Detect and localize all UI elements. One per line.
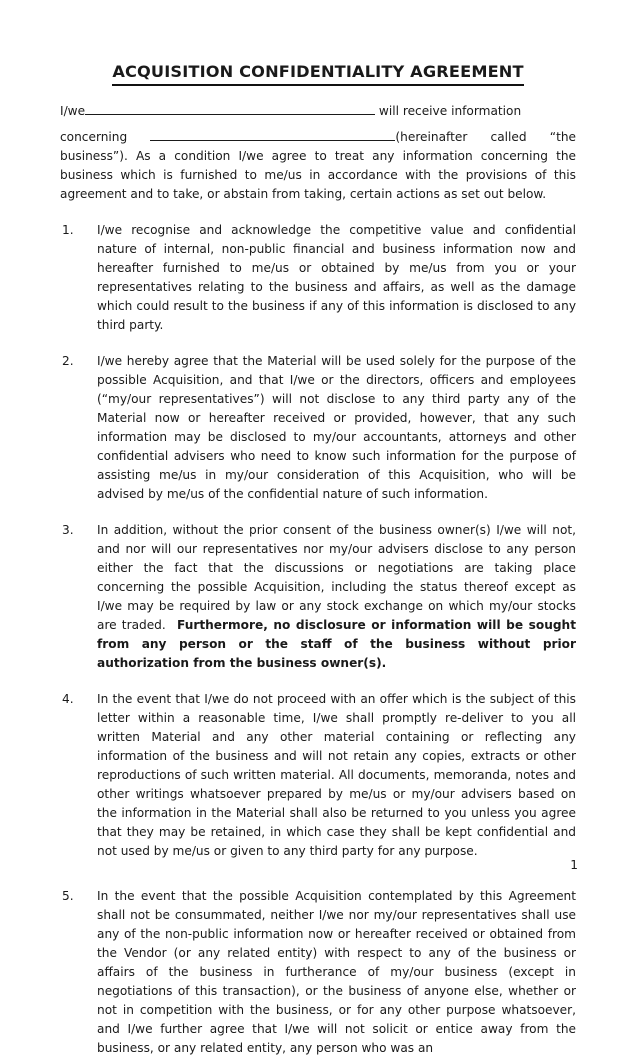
clause-2-text: I/we hereby agree that the Material will be used solely for the purpose of the possible Acquisition, and that I/we or the directors, officers and employees (“my/our representatives”) will not disclose to any third party any of the Material now or hereafter received or provided, however, that any such information may be disclosed to my/our accountants, attorneys and other confidential advisers who need to know such information for the purpose of assisting me/us in my/our consideration of this Acquisition, who will be advised by me/us of the confidential nature of such information. <box>97 354 576 502</box>
clause-3-text: In addition, without the prior consent of the business owner(s) I/we will not, and nor will our representatives nor my/our advisers disclose to any person either the fact that the discussions or negotiations are taking place concerning the possible Acquisition, including the status thereof except as I/we may be required by law or any stock exchange on which my/our stocks are traded. <box>97 523 576 633</box>
clause-3-body <box>97 521 576 673</box>
clause-2 <box>60 352 576 504</box>
intro-lead-tail: will receive information <box>375 104 522 119</box>
intro-fill-line-1 <box>60 102 576 121</box>
page-title-text: ACQUISITION CONFIDENTIALITY AGREEMENT <box>112 62 523 86</box>
clause-5-text: In the event that the possible Acquisition contemplated by this Agreement shall not be consummated, neither I/we nor my/our representatives shall use any of the non-public information now or hereafter received or obtained from the Vendor (or any related entity) with respect to any of the business or affairs of the business in furtherance of my/our business (except in negotiations of this transaction), or the business of anyone else, whether or not in competition with the business, or for any other purpose whatsoever, and I/we further agree that I/we will not solicit or entice away from the business, or any related entity, any person who was an <box>97 889 576 1056</box>
clause-5-number: 5. <box>62 889 74 904</box>
clause-1-number: 1. <box>62 223 74 238</box>
clause-5-body <box>97 887 576 1058</box>
intro-paragraph <box>60 128 576 204</box>
clause-4-number: 4. <box>62 692 74 707</box>
intro-body-text: As a condition I/we agree to treat any information concerning the business which is furnished to me/us in accordance with the provisions of this agreement and to take, or abstain from taking, certain actions as set out below. <box>60 149 576 202</box>
clause-3 <box>60 521 576 673</box>
clause-4-body <box>97 690 576 861</box>
clause-3-bold-text: Furthermore, no disclosure or information will be sought from any person or the staff of the business without prior authorization from the business owner(s). <box>97 618 576 671</box>
clause-1 <box>60 221 576 335</box>
intro-concerning-label: concerning <box>60 130 128 145</box>
intro-concerning-tail: (hereinafter called “the business”). <box>60 130 576 164</box>
party-name-blank[interactable] <box>85 104 375 115</box>
clause-5 <box>60 887 576 1058</box>
clause-4-text: In the event that I/we do not proceed with an offer which is the subject of this letter within a reasonable time, I/we shall promptly re-deliver to you all written Material and any other material containing or reflecting any information of the business and will not retain any copies, extracts or other reproductions of such written material. All documents, memoranda, notes and other writings whatsoever prepared by me/us or my/our advisers based on the information in the Material shall also be returned to you unless you agree that they may be retained, in which case they shall be kept confidential and not used by me/us or given to any third party for any purpose. <box>97 692 576 859</box>
intro-lead-label: I/we <box>60 104 86 119</box>
page-title <box>60 62 576 86</box>
clause-4 <box>60 690 576 861</box>
clause-3-number: 3. <box>62 523 74 538</box>
business-name-blank[interactable] <box>150 130 395 141</box>
page-number: 1 <box>570 858 578 872</box>
clause-1-text: I/we recognise and acknowledge the competitive value and confidential nature of internal, non-public financial and business information now and hereafter furnished to me/us or obtained by me/us from you or your representatives relating to the business and affairs, as well as the damage which could result to the business if any of this information is disclosed to any third party. <box>97 223 576 333</box>
clause-1-body <box>97 221 576 335</box>
clause-2-body <box>97 352 576 504</box>
clause-2-number: 2. <box>62 354 74 369</box>
